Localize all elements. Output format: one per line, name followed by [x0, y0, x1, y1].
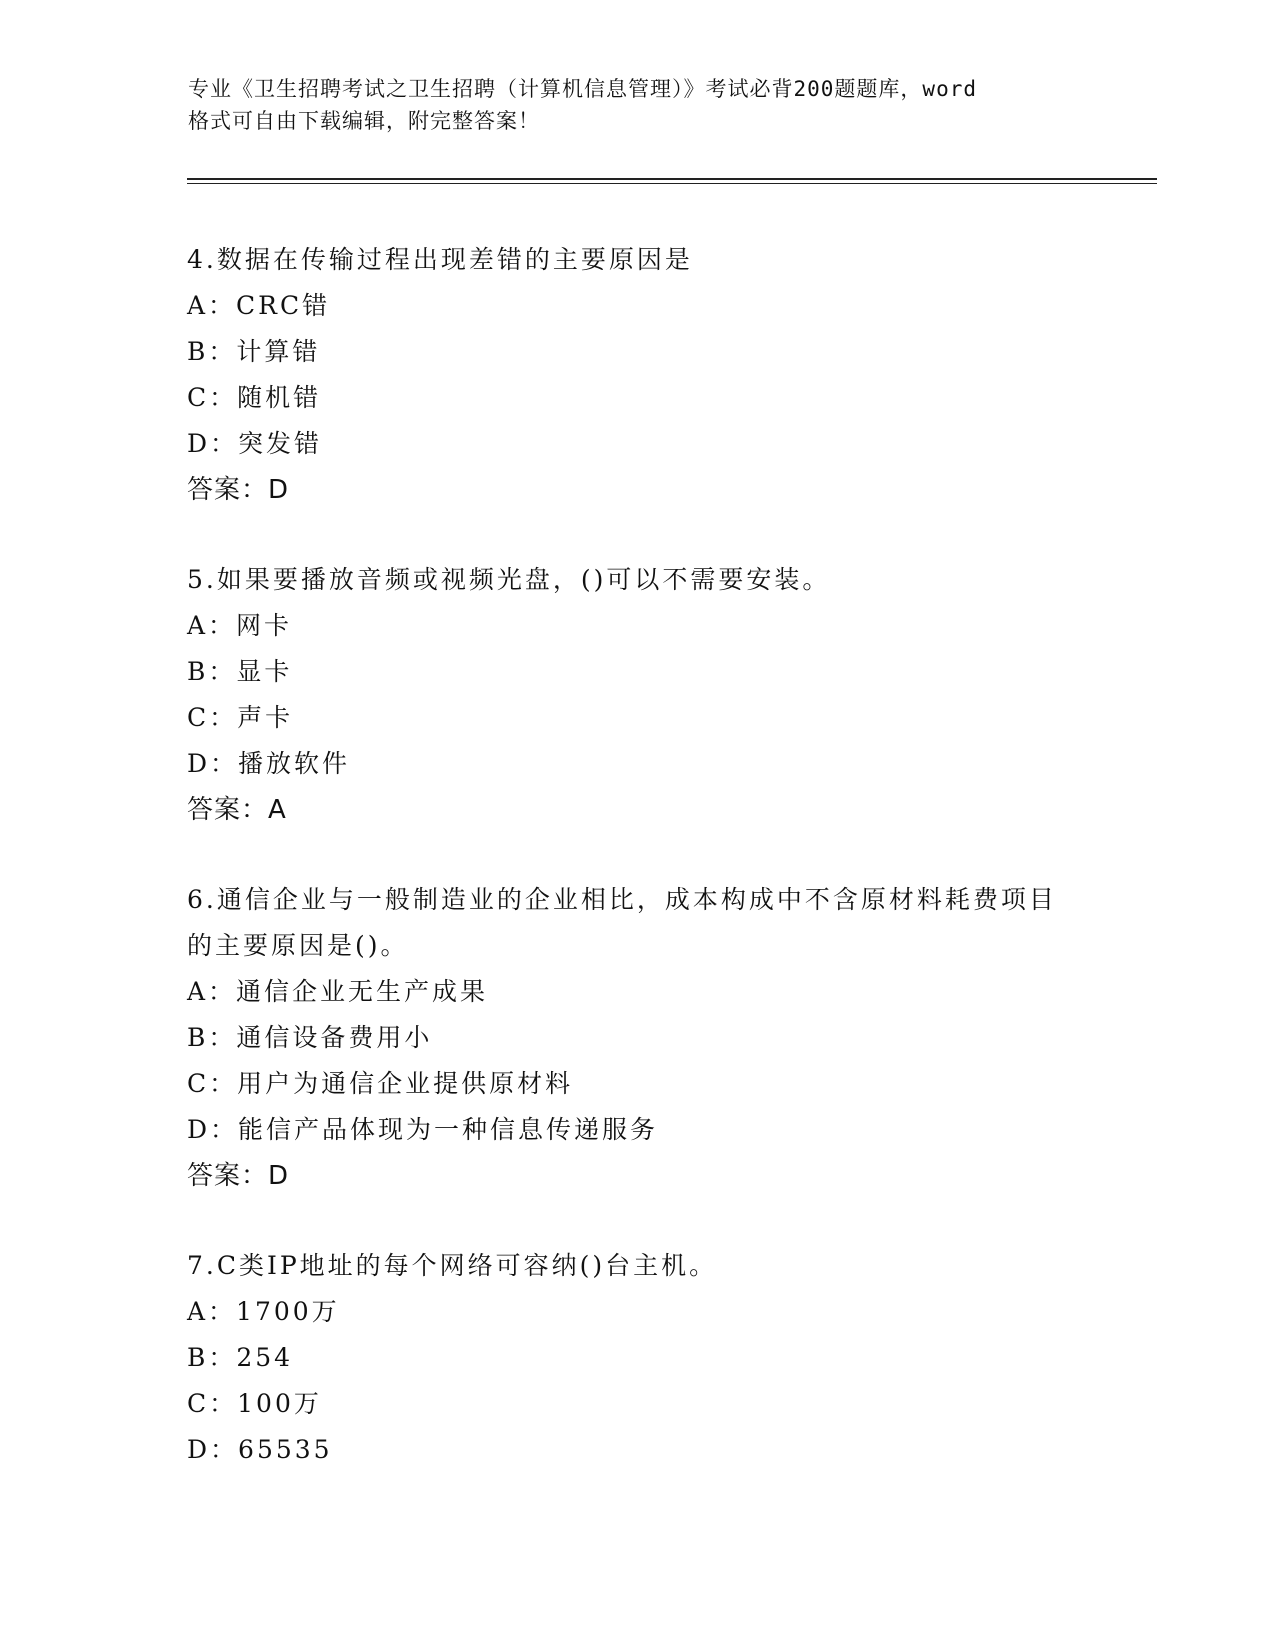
header-line-1: 专业《卫生招聘考试之卫生招聘（计算机信息管理）》考试必背200题题库，word — [188, 77, 977, 101]
option-b: B：计算错 — [187, 337, 321, 366]
question-4 — [187, 237, 1147, 513]
header-divider-thin — [187, 183, 1157, 184]
header-divider-thick — [187, 178, 1157, 180]
option-a: A：1700万 — [187, 1297, 340, 1326]
header-line-2: 格式可自由下载编辑，附完整答案！ — [188, 109, 540, 133]
option-d: D：播放软件 — [187, 749, 351, 778]
option-d: D：65535 — [187, 1435, 333, 1464]
option-a: A：网卡 — [187, 611, 293, 640]
option-a: A：通信企业无生产成果 — [187, 977, 489, 1006]
question-7 — [187, 1243, 1147, 1473]
option-c: C：声卡 — [187, 703, 294, 732]
question-list — [187, 237, 1147, 1517]
option-b: B：254 — [187, 1343, 294, 1372]
answer-line: 答案：D — [187, 475, 290, 505]
option-b: B：通信设备费用小 — [187, 1023, 433, 1052]
option-b: B：显卡 — [187, 657, 293, 686]
document-header — [188, 73, 1088, 137]
option-c: C：用户为通信企业提供原材料 — [187, 1069, 574, 1098]
option-d: D：突发错 — [187, 429, 323, 458]
question-text: 6.通信企业与一般制造业的企业相比，成本构成中不含原材料耗费项目的主要原因是()。 — [187, 885, 1057, 960]
option-c: C：随机错 — [187, 383, 322, 412]
option-c: C：100万 — [187, 1389, 322, 1418]
option-d: D：能信产品体现为一种信息传递服务 — [187, 1115, 659, 1144]
option-a: A：CRC错 — [187, 291, 331, 320]
question-6 — [187, 877, 1147, 1199]
question-text: 4.数据在传输过程出现差错的主要原因是 — [187, 245, 693, 274]
question-5 — [187, 557, 1147, 833]
question-text: 5.如果要播放音频或视频光盘，()可以不需要安装。 — [187, 565, 831, 594]
question-text: 7.C类IP地址的每个网络可容纳()台主机。 — [187, 1251, 718, 1280]
answer-line: 答案：D — [187, 1161, 290, 1191]
answer-line: 答案：A — [187, 795, 287, 825]
